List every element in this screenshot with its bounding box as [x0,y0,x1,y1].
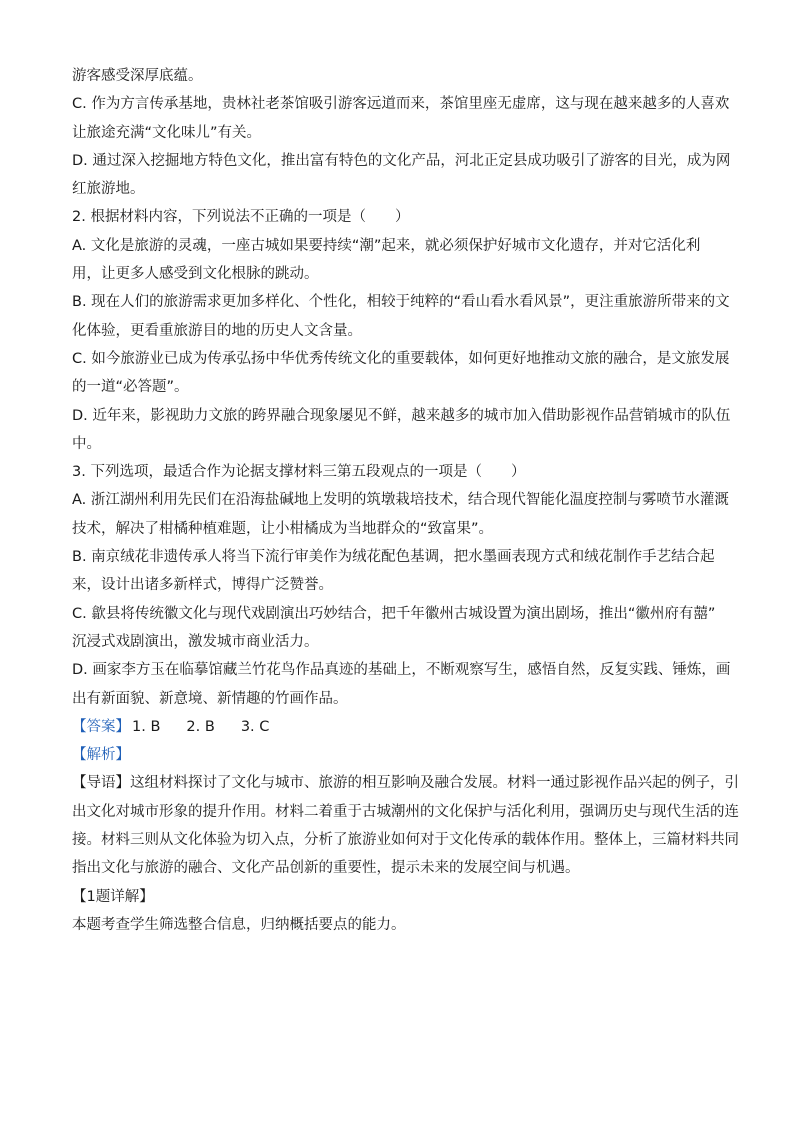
text-line: 化体验，更看重旅游目的地的历史人文含量。 [72,322,362,339]
option-b-q3: B. 南京绒花非遗传承人将当下流行审美作为绒花配色基调，把水墨画表现方式和绒花制作手艺结合起 [72,549,715,566]
text-line: 沉浸式戏剧演出，激发城市商业活力。 [72,633,319,650]
detail-heading: 【1题详解】 [72,888,154,905]
question-2: 2. 根据材料内容，下列说法不正确的一项是（ ） [72,209,410,226]
option-a-q2: A. 文化是旅游的灵魂，一座古城如果要持续“潮”起来，就必须保护好城市文化遗存，并对它活化利 [72,237,701,254]
answer-line [72,713,722,741]
guide-line: 指出文化与旅游的融合、文化产品创新的重要性，提示未来的发展空间与机遇。 [72,860,580,877]
guide-line [72,769,739,797]
guide-label: 【导语】 [72,775,130,792]
text-line: 技术，解决了柑橘种植难题，让小柑橘成为当地群众的“致富果”。 [72,520,494,537]
text-line: 来，设计出诸多新样式，博得广泛赞誉。 [72,577,333,594]
guide-line: 接。材料三则从文化体验为切入点，分析了旅游业如何对于文化传承的载体作用。整体上，三篇材料共同 [72,832,739,849]
text-line: 红旅游地。 [72,181,145,198]
answer-item: 3. C [240,718,270,735]
text-line: 出有新面貌、新意境、新情趣的竹画作品。 [72,690,348,707]
answer-item: 2. B [186,718,215,735]
answer-item: 1. B [132,718,161,735]
guide-line: 出文化对城市形象的提升作用。材料二着重于古城潮州的文化保护与活化利用，强调历史与现代生活的连 [72,803,739,820]
option-d-q1: D. 通过深入挖掘地方特色文化，推出富有特色的文化产品，河北正定县成功吸引了游客的目光，成为网 [72,152,731,169]
option-c-q3: C. 歙县将传统徽文化与现代戏剧演出巧妙结合，把千年徽州古城设置为演出剧场，推出“徽州府有囍” [72,605,716,622]
option-c-q2: C. 如今旅游业已成为传承弘扬中华优秀传统文化的重要载体，如何更好地推动文旅的融合，是文旅发展 [72,350,730,367]
option-d-q2: D. 近年来，影视助力文旅的跨界融合现象屡见不鲜，越来越多的城市加入借助影视作品营销城市的队伍 [72,407,731,424]
option-b-q2: B. 现在人们的旅游需求更加多样化、个性化，相较于纯粹的“看山看水看风景”，更注重旅游所带来的文 [72,294,730,311]
text-line: 让旅途充满“文化味儿”有关。 [72,124,262,141]
answer-label: 【答案】 [72,718,130,735]
option-d-q3: D. 画家李方玉在临摹馆藏兰竹花鸟作品真迹的基础上，不断观察写生，感悟自然，反复实践、锤炼，画 [72,662,731,679]
text-line: 用，让更多人感受到文化根脉的跳动。 [72,266,319,283]
detail-text: 本题考查学生筛选整合信息，归纳概括要点的能力。 [72,916,406,933]
document-page [72,62,739,939]
text-line: 中。 [72,435,101,452]
guide-text: 这组材料探讨了文化与城市、旅游的相互影响及融合发展。材料一通过影视作品兴起的例子，引 [130,775,739,792]
text-line: 游客感受深厚底蕴。 [72,68,203,84]
option-c-q1: C. 作为方言传承基地，贵林社老茶馆吸引游客远道而来，茶馆里座无虚席，这与现在越来越多的人喜欢 [72,96,730,113]
text-line: 的一道“必答题”。 [72,379,189,396]
option-a-q3: A. 浙江湖州利用先民们在沿海盐碱地上发明的筑墩栽培技术，结合现代智能化温度控制与雾喷节水灌溉 [72,492,729,509]
analysis-label: 【解析】 [72,747,130,764]
question-3: 3. 下列选项，最适合作为论据支撑材料三第五段观点的一项是（ ） [72,464,526,481]
